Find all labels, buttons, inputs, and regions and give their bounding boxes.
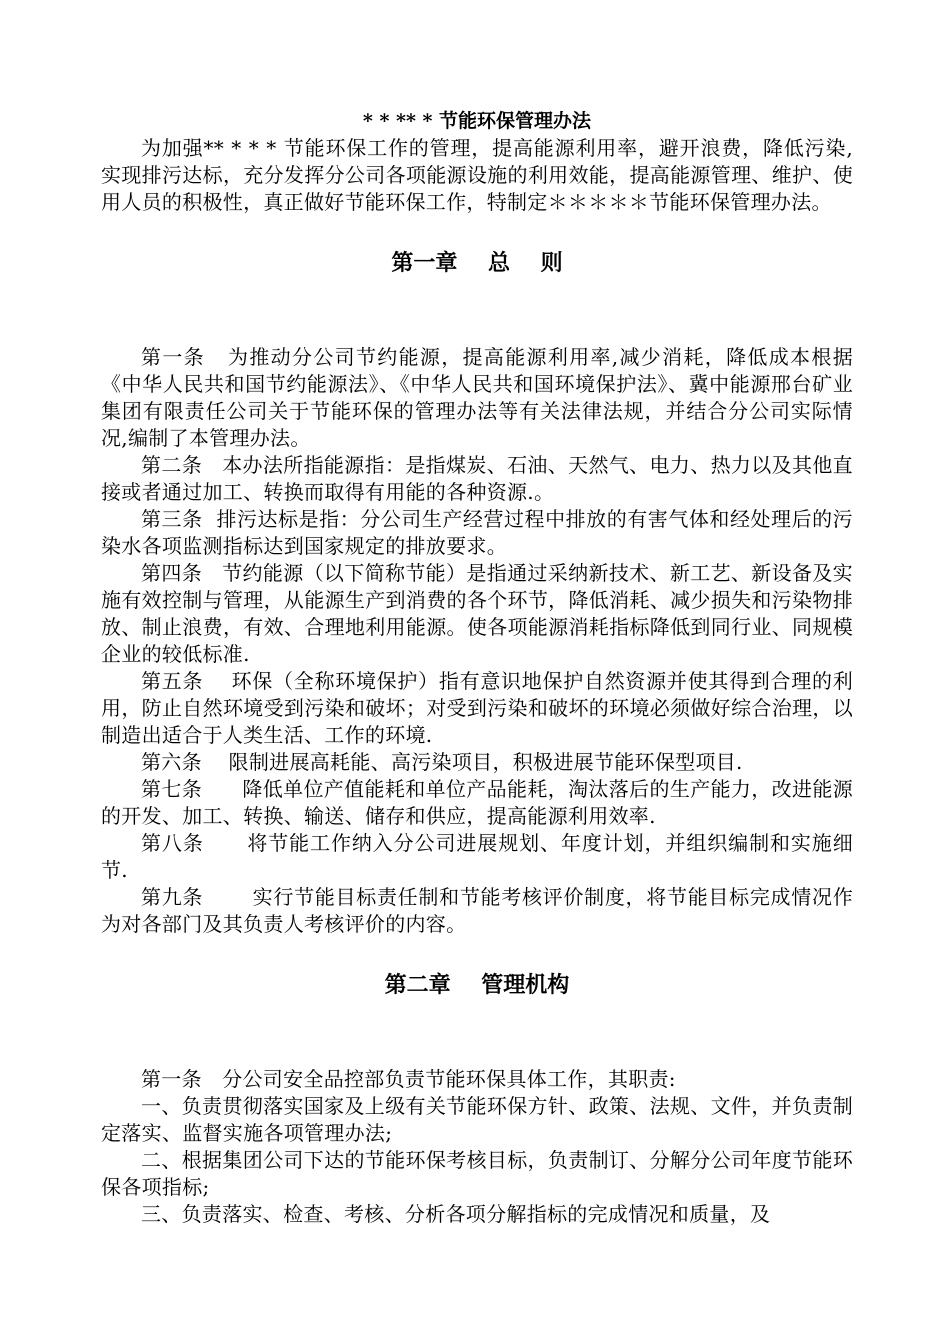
article-label: 第一条 xyxy=(141,345,205,369)
article-label: 第二条 xyxy=(141,453,203,477)
chapter-1-articles xyxy=(101,344,853,938)
article-label: 第三条 xyxy=(141,507,203,531)
article-text: 降低单位产值能耗和单位产品能耗，淘汰落后的生产能力，改进能源的开发、加工、转换、输送、储存和供应，提高能源利用效率. xyxy=(101,777,854,828)
duty-item-2: 二、根据集团公司下达的节能环保考核目标，负责制订、分解分公司年度节能环保各项指标; xyxy=(101,1148,853,1199)
chapter-2-items xyxy=(101,1066,853,1228)
duty-item-3: 三、负责落实、检查、考核、分析各项分解指标的完成情况和质量，及 xyxy=(141,1202,771,1226)
article-label: 第四条 xyxy=(141,561,203,585)
article-label: 第九条 xyxy=(141,885,204,909)
article-2 xyxy=(101,452,853,506)
article-4 xyxy=(101,560,853,668)
chapter-2-article-1: 第一条 分公司安全品控部负责节能环保具体工作，其职责: xyxy=(141,1067,676,1091)
document-title: * * ** * 节能环保管理办法 xyxy=(362,110,592,132)
article-9 xyxy=(101,884,853,938)
article-label: 第五条 xyxy=(141,669,204,693)
article-1 xyxy=(101,344,853,452)
chapter-2-heading: 第二章 管理机构 xyxy=(384,972,570,998)
chapter-1-heading: 第一章 总 则 xyxy=(391,250,563,276)
article-label: 第六条 xyxy=(141,750,202,774)
article-text: 本办法所指能源指：是指煤炭、石油、天然气、电力、热力以及其他直接或者通过加工、转换而取得有用能的各种资源.。 xyxy=(101,453,853,504)
article-label: 第七条 xyxy=(141,777,203,801)
intro-paragraph: 为加强** * * * 节能环保工作的管理，提高能源利用率，避开浪费，降低污染,实现排污达标，充分发挥分公司各项能源设施的利用效能，提高能源管理、维护、使用人员的积极性，真正做好节能环保工作，特制定＊＊＊＊＊节能环保管理办法。 xyxy=(101,136,853,214)
article-5 xyxy=(101,668,853,749)
article-6 xyxy=(101,749,853,776)
article-3 xyxy=(101,506,853,560)
article-8 xyxy=(101,830,853,884)
article-text: 将节能工作纳入分公司进展规划、年度计划，并组织编制和实施细节. xyxy=(101,831,854,882)
article-text: 限制进展高耗能、高污染项目，积极进展节能环保型项目. xyxy=(228,750,743,774)
article-7 xyxy=(101,776,853,830)
article-text: 环保（全称环境保护）指有意识地保护自然资源并使其得到合理的利用，防止自然环境受到污染和破坏；对受到污染和破坏的环境必须做好综合治理，以制造出适合于人类生活、工作的环境. xyxy=(101,669,854,747)
article-text: 节约能源（以下简称节能）是指通过采纳新技术、新工艺、新设备及实施有效控制与管理，从能源生产到消费的各个环节，降低消耗、减少损失和污染物排放、制止浪费，有效、合理地利用能源。使各项能源消耗指标降低到同行业、同规模企业的较低标准. xyxy=(101,561,853,666)
article-text: 实行节能目标责任制和节能考核评价制度，将节能目标完成情况作为对各部门及其负责人考核评价的内容。 xyxy=(101,885,853,936)
article-label: 第八条 xyxy=(141,831,204,855)
article-text: 为推动分公司节约能源，提高能源利用率,减少消耗，降低成本根据《中华人民共和国节约能源法》、《中华人民共和国环境保护法》、冀中能源邢台矿业集团有限责任公司关于节能环保的管理办法等有关法律法规，并结合分公司实际情况,编制了本管理办法。 xyxy=(101,345,853,450)
document-page xyxy=(101,108,853,1228)
article-text: 排污达标是指：分公司生产经营过程中排放的有害气体和经处理后的污染水各项监测指标达到国家规定的排放要求。 xyxy=(101,507,853,558)
duty-item-1: 一、负责贯彻落实国家及上级有关节能环保方针、政策、法规、文件，并负责制定落实、监督实施各项管理办法; xyxy=(101,1094,853,1145)
